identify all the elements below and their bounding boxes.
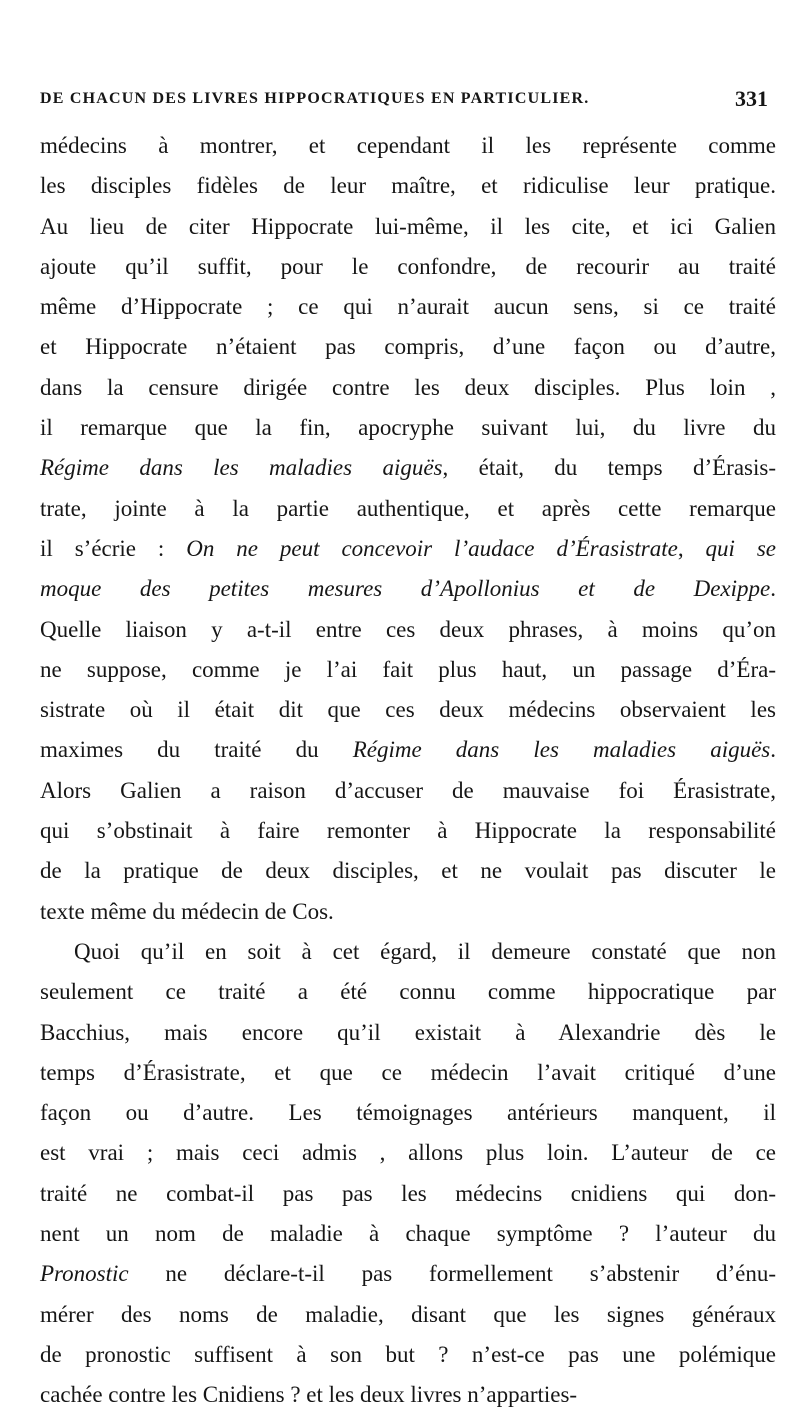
text-line <box>40 1254 776 1294</box>
text-run: Au lieu de citer Hippocrate lui-même, il les cite, et ici Galien <box>40 213 776 239</box>
text-run: . <box>770 737 776 763</box>
text-line <box>40 368 776 408</box>
text-line <box>40 690 776 730</box>
text-line <box>40 1335 776 1375</box>
text-run: traité ne combat-il pas pas les médecins cnidiens qui don- <box>40 1180 776 1206</box>
text-line <box>40 1295 776 1335</box>
text-run: il s’écrie : <box>40 535 187 561</box>
running-head-title: DE CHACUN DES LIVRES HIPPOCRATIQUES EN PARTICULIER. <box>40 90 590 107</box>
page-number: 331 <box>735 86 768 111</box>
text-run: est vrai ; mais ceci admis , allons plus loin. L’auteur de ce <box>40 1140 776 1166</box>
text-line <box>40 972 776 1012</box>
text-run: et Hippocrate n’étaient pas compris, d’une façon ou d’autre, <box>40 334 776 360</box>
text-line <box>40 610 776 650</box>
text-run: , <box>677 535 706 561</box>
text-line <box>40 771 776 811</box>
running-head <box>40 86 768 114</box>
italic-title: qui se <box>705 535 777 561</box>
italic-title: moque des petites mesures d’Apollonius et de Dexippe <box>40 576 771 602</box>
text-line <box>40 1375 776 1415</box>
text-line <box>40 166 776 206</box>
text-line <box>40 650 776 690</box>
text-run: trate, jointe à la partie authentique, et après cette remarque <box>40 495 776 521</box>
text-run: de la pratique de deux disciples, et ne voulait pas discuter le <box>40 858 776 884</box>
text-run: texte même du médecin de Cos. <box>40 898 334 924</box>
text-line <box>40 1013 776 1053</box>
text-run: temps d’Érasistrate, et que ce médecin l’avait critiqué d’une <box>40 1059 776 1085</box>
text-run: , était, du temps d’Érasis- <box>442 455 776 481</box>
text-run: les disciples fidèles de leur maître, et ridiculise leur pratique. <box>40 173 776 199</box>
text-run: . <box>770 576 776 602</box>
text-line <box>40 730 776 770</box>
text-line <box>40 408 776 448</box>
text-line <box>40 1214 776 1254</box>
body-text <box>40 126 776 1416</box>
text-line <box>40 811 776 851</box>
text-line <box>40 529 776 569</box>
text-line <box>40 1093 776 1133</box>
text-run: ajoute qu’il suffit, pour le confondre, de recourir au traité <box>40 253 776 279</box>
text-run: médecins à montrer, et cependant il les représente comme <box>40 133 776 158</box>
text-run: façon ou d’autre. Les témoignages antérieurs manquent, il <box>40 1100 776 1126</box>
italic-title: Régime dans les maladies aiguës <box>352 737 771 763</box>
text-run: sistrate où il était dit que ces deux médecins observaient les <box>40 697 776 723</box>
text-run: qui s’obstinait à faire remonter à Hippocrate la responsabilité <box>40 818 776 844</box>
text-line <box>40 489 776 529</box>
text-run: de pronostic suffisent à son but ? n’est-ce pas une polémique <box>40 1341 776 1367</box>
text-run: Quelle liaison y a-t-il entre ces deux phrases, à moins qu’on <box>40 616 776 642</box>
text-line <box>40 569 776 609</box>
text-run: cachée contre les Cnidiens ? et les deux livres n’apparties- <box>40 1382 578 1408</box>
text-line <box>40 247 776 287</box>
text-line <box>40 1133 776 1173</box>
text-run: nent un nom de maladie à chaque symptôme ? l’auteur du <box>40 1221 776 1247</box>
italic-title: Régime dans les maladies aiguës <box>40 455 443 481</box>
text-run: même d’Hippocrate ; ce qui n’aurait aucun sens, si ce traité <box>40 294 776 320</box>
text-line <box>40 287 776 327</box>
text-line <box>40 448 776 488</box>
text-line <box>40 892 776 932</box>
italic-title: On ne peut concevoir l’audace d’Érasistrate <box>186 535 678 561</box>
text-run: seulement ce traité a été connu comme hippocratique par <box>40 979 776 1005</box>
italic-title: Pronostic <box>40 1261 129 1287</box>
text-run: ne suppose, comme je l’ai fait plus haut, un passage d’Éra- <box>40 656 776 682</box>
text-run: Quoi qu’il en soit à cet égard, il demeure constaté que non <box>74 938 776 964</box>
text-line <box>40 126 776 166</box>
text-run: mérer des noms de maladie, disant que les signes généraux <box>40 1301 776 1327</box>
text-line <box>40 327 776 367</box>
text-run: Bacchius, mais encore qu’il existait à Alexandrie dès le <box>40 1019 776 1045</box>
text-line <box>40 851 776 891</box>
text-run: maximes du traité du <box>40 737 353 763</box>
text-line <box>40 932 776 972</box>
text-run: il remarque que la fin, apocryphe suivant lui, du livre du <box>40 415 776 441</box>
text-run: Alors Galien a raison d’accuser de mauvaise foi Érasistrate, <box>40 777 776 803</box>
text-run: ne déclare-t-il pas formellement s’abstenir d’énu- <box>128 1261 776 1287</box>
text-run: dans la censure dirigée contre les deux disciples. Plus loin , <box>40 374 776 400</box>
text-line <box>40 1053 776 1093</box>
text-line <box>40 1174 776 1214</box>
text-line <box>40 207 776 247</box>
